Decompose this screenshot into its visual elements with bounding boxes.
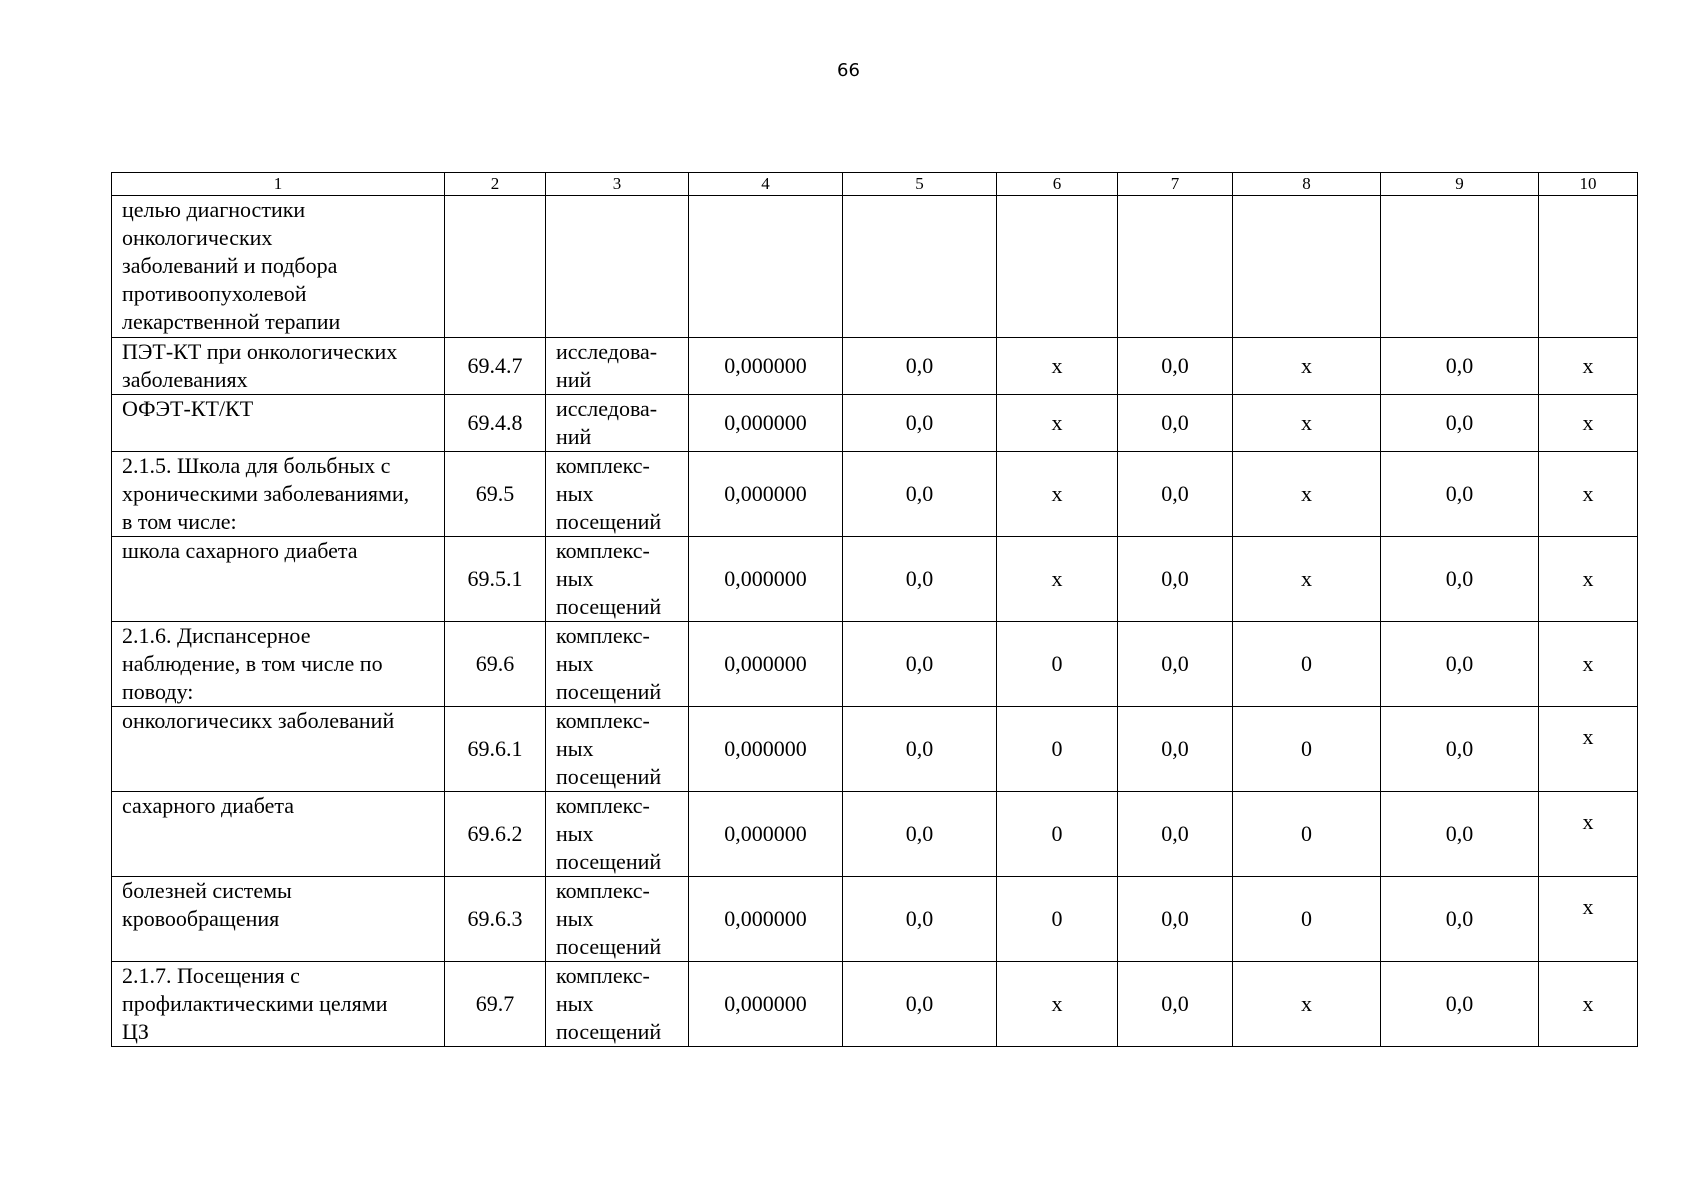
- row-name-cell: ПЭТ-КТ при онкологических заболеваниях: [112, 338, 445, 395]
- row-name-cell: болезней системы кровообращения: [112, 877, 445, 962]
- value-cell: 0,0: [1118, 338, 1233, 395]
- code-cell: [445, 196, 546, 338]
- value-cell: 0,0: [1118, 622, 1233, 707]
- value-cell: 0,000000: [689, 452, 843, 537]
- value-cell: [1118, 196, 1233, 338]
- table-row: [112, 792, 1638, 877]
- value-cell: [1381, 196, 1539, 338]
- value-cell: 0,0: [843, 537, 997, 622]
- unit-cell: комплекс- ных посещений: [546, 537, 689, 622]
- unit-cell: исследова- ний: [546, 395, 689, 452]
- value-cell: 0,0: [1118, 962, 1233, 1047]
- value-cell: х: [1539, 622, 1638, 707]
- value-cell: 0,0: [1118, 395, 1233, 452]
- value-cell: 0,000000: [689, 792, 843, 877]
- value-cell: 0,000000: [689, 877, 843, 962]
- value-cell: х: [1233, 452, 1381, 537]
- unit-cell: комплекс- ных посещений: [546, 707, 689, 792]
- table-row: [112, 707, 1638, 792]
- value-cell: х: [997, 338, 1118, 395]
- value-cell: 0,0: [843, 792, 997, 877]
- column-number-cell: 8: [1233, 173, 1381, 196]
- code-cell: 69.7: [445, 962, 546, 1047]
- row-name-cell: сахарного диабета: [112, 792, 445, 877]
- value-cell: 0: [997, 622, 1118, 707]
- table-row: [112, 395, 1638, 452]
- table-row: [112, 622, 1638, 707]
- code-cell: 69.6.2: [445, 792, 546, 877]
- value-cell: х: [1539, 338, 1638, 395]
- code-cell: 69.4.7: [445, 338, 546, 395]
- value-cell: 0,0: [843, 338, 997, 395]
- table-row: [112, 877, 1638, 962]
- value-cell: 0,000000: [689, 338, 843, 395]
- value-cell: х: [997, 537, 1118, 622]
- value-cell: 0: [997, 707, 1118, 792]
- column-number-cell: 2: [445, 173, 546, 196]
- value-cell: 0: [997, 877, 1118, 962]
- code-cell: 69.4.8: [445, 395, 546, 452]
- value-cell: 0,0: [1381, 962, 1539, 1047]
- unit-cell: комплекс- ных посещений: [546, 877, 689, 962]
- value-cell: х: [997, 395, 1118, 452]
- value-cell: 0,000000: [689, 962, 843, 1047]
- code-cell: 69.6.3: [445, 877, 546, 962]
- code-cell: 69.5: [445, 452, 546, 537]
- row-name-cell: онкологичесикх заболеваний: [112, 707, 445, 792]
- value-cell: 0,000000: [689, 395, 843, 452]
- column-number-cell: 7: [1118, 173, 1233, 196]
- unit-cell: комплекс- ных посещений: [546, 792, 689, 877]
- value-text: х: [1582, 894, 1594, 919]
- table-row: [112, 452, 1638, 537]
- value-cell: 0,000000: [689, 537, 843, 622]
- column-number-cell: 4: [689, 173, 843, 196]
- column-number-cell: 10: [1539, 173, 1638, 196]
- value-cell: 0,0: [1381, 707, 1539, 792]
- code-cell: 69.5.1: [445, 537, 546, 622]
- value-cell: 0: [1233, 792, 1381, 877]
- value-cell: 0,0: [843, 622, 997, 707]
- row-name-cell: 2.1.6. Диспансерное наблюдение, в том числе по поводу:: [112, 622, 445, 707]
- value-cell: 0,0: [1381, 792, 1539, 877]
- row-name-cell: школа сахарного диабета: [112, 537, 445, 622]
- value-cell: 0,0: [1118, 792, 1233, 877]
- value-cell: х: [997, 452, 1118, 537]
- value-cell: х: [997, 962, 1118, 1047]
- column-number-cell: 1: [112, 173, 445, 196]
- unit-cell: комплекс- ных посещений: [546, 452, 689, 537]
- value-cell: 0,0: [1118, 537, 1233, 622]
- value-cell: х: [1233, 338, 1381, 395]
- column-number-cell: 3: [546, 173, 689, 196]
- value-cell: [1233, 196, 1381, 338]
- value-cell: 0: [1233, 877, 1381, 962]
- table-row: [112, 196, 1638, 338]
- table-row: [112, 962, 1638, 1047]
- column-number-cell: 5: [843, 173, 997, 196]
- data-table: [111, 172, 1638, 1047]
- value-cell: 0,0: [1118, 452, 1233, 537]
- value-cell: 0,000000: [689, 622, 843, 707]
- unit-cell: [546, 196, 689, 338]
- value-cell: 0: [997, 792, 1118, 877]
- value-cell: 0,0: [1381, 537, 1539, 622]
- value-cell: 0,0: [843, 452, 997, 537]
- value-cell: 0,0: [843, 877, 997, 962]
- unit-cell: комплекс- ных посещений: [546, 962, 689, 1047]
- value-cell: х: [1539, 452, 1638, 537]
- row-name-cell: 2.1.5. Школа для больбных с хроническими заболеваниями, в том числе:: [112, 452, 445, 537]
- page-number: 66: [837, 60, 860, 81]
- table-row: [112, 338, 1638, 395]
- row-name-cell: целью диагностики онкологических заболеваний и подбора противоопухолевой лекарственной терапии: [112, 196, 445, 338]
- value-cell: [1539, 877, 1638, 962]
- column-number-cell: 6: [997, 173, 1118, 196]
- value-text: х: [1582, 809, 1594, 834]
- value-cell: 0: [1233, 622, 1381, 707]
- row-name-cell: ОФЭТ-КТ/КТ: [112, 395, 445, 452]
- value-cell: 0,0: [1118, 707, 1233, 792]
- table-row: [112, 537, 1638, 622]
- unit-cell: исследова- ний: [546, 338, 689, 395]
- value-cell: х: [1233, 962, 1381, 1047]
- unit-cell: комплекс- ных посещений: [546, 622, 689, 707]
- value-cell: 0,0: [1381, 338, 1539, 395]
- value-cell: 0,0: [1381, 452, 1539, 537]
- value-cell: х: [1539, 962, 1638, 1047]
- code-cell: 69.6.1: [445, 707, 546, 792]
- value-cell: [689, 196, 843, 338]
- value-cell: х: [1233, 395, 1381, 452]
- value-cell: [1539, 707, 1638, 792]
- column-number-cell: 9: [1381, 173, 1539, 196]
- code-cell: 69.6: [445, 622, 546, 707]
- value-cell: 0,0: [843, 707, 997, 792]
- value-cell: 0,0: [843, 962, 997, 1047]
- value-cell: х: [1233, 537, 1381, 622]
- value-cell: 0,0: [1381, 877, 1539, 962]
- value-text: х: [1582, 724, 1594, 749]
- value-cell: 0,000000: [689, 707, 843, 792]
- value-cell: 0,0: [1381, 395, 1539, 452]
- value-cell: 0: [1233, 707, 1381, 792]
- row-name-cell: 2.1.7. Посещения с профилактическими целями ЦЗ: [112, 962, 445, 1047]
- value-cell: [1539, 792, 1638, 877]
- value-cell: х: [1539, 537, 1638, 622]
- value-cell: 0,0: [843, 395, 997, 452]
- value-cell: [997, 196, 1118, 338]
- value-cell: х: [1539, 395, 1638, 452]
- value-cell: [1539, 196, 1638, 338]
- value-cell: [843, 196, 997, 338]
- value-cell: 0,0: [1118, 877, 1233, 962]
- column-number-row: [112, 173, 1638, 196]
- value-cell: 0,0: [1381, 622, 1539, 707]
